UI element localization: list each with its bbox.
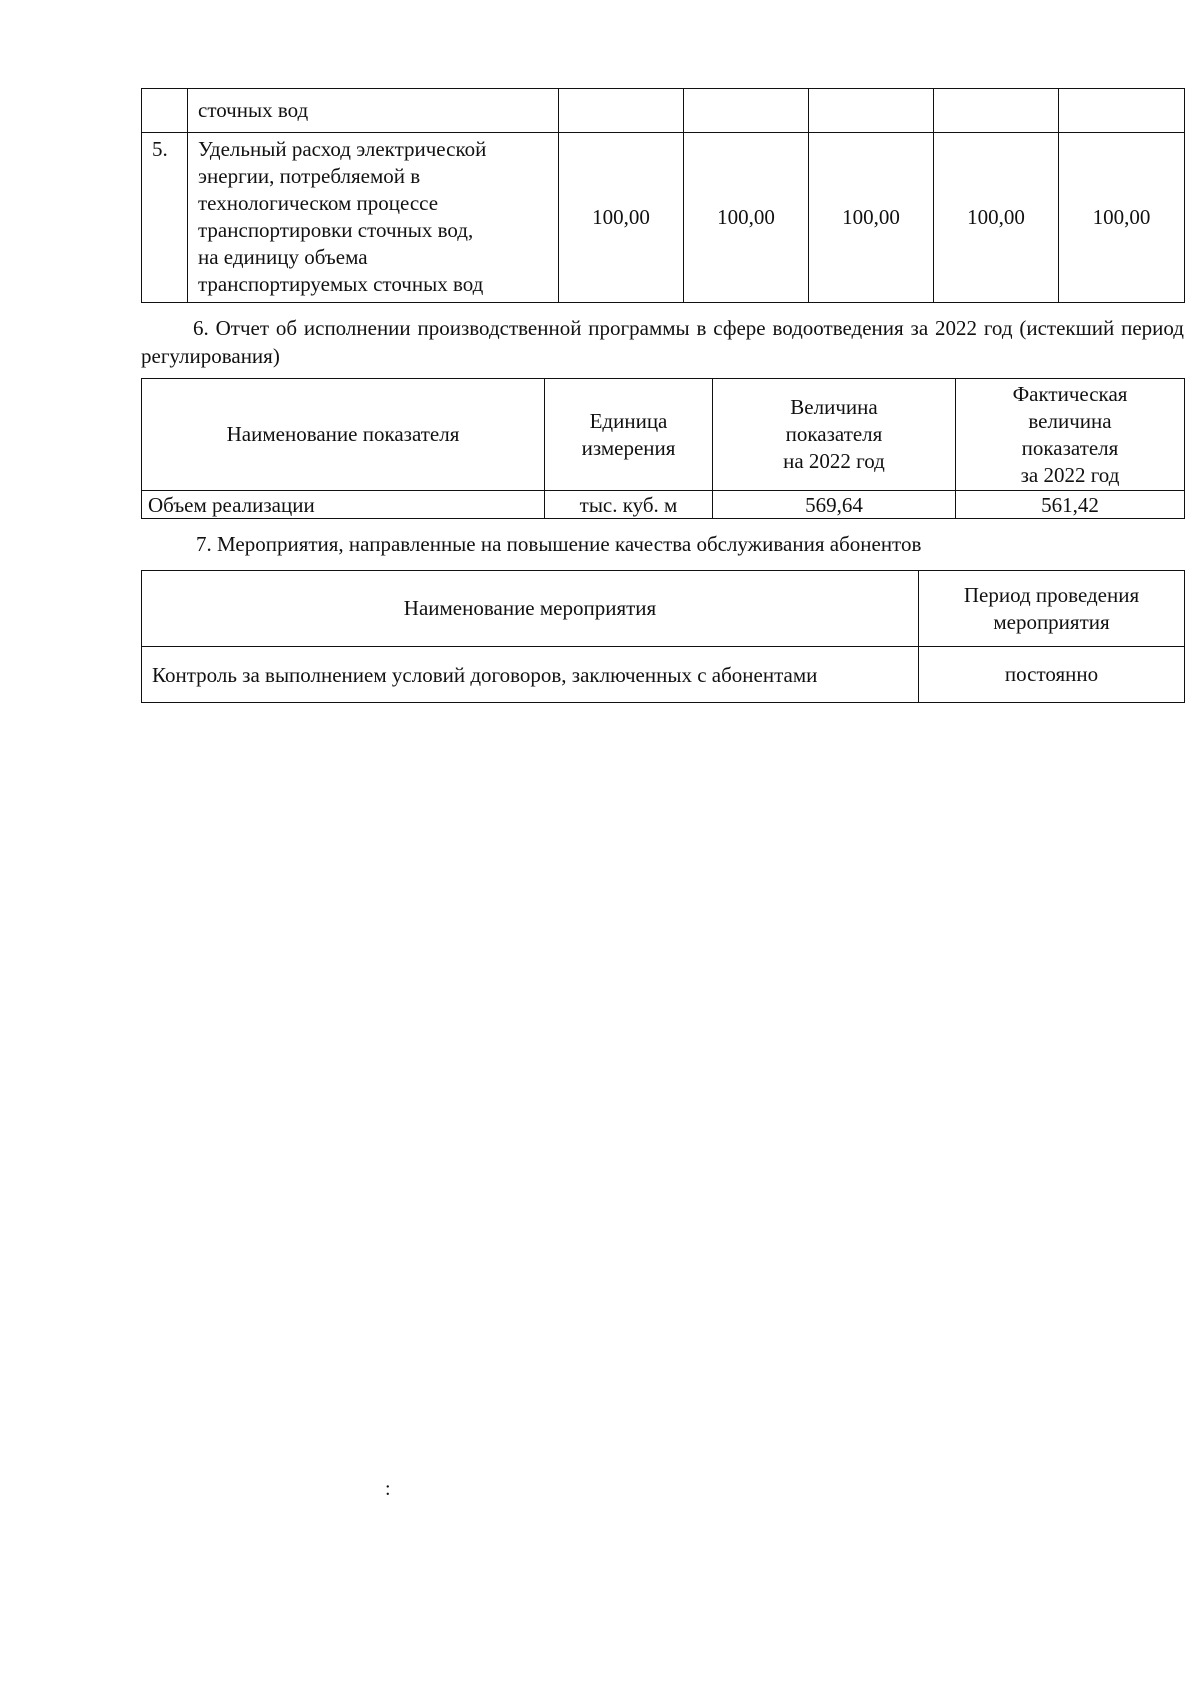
value-cell: [1059, 133, 1185, 303]
planned-value: 569,64: [805, 492, 863, 517]
period-cell: [919, 647, 1185, 703]
indicator-name-line: на единицу объема: [198, 245, 368, 269]
indicator-name-cell: [188, 133, 559, 303]
value-cell: [1059, 89, 1185, 133]
indicator-name-cell: [142, 491, 545, 519]
table-header-row: [142, 379, 1185, 491]
indicator-name-line: энергии, потребляемой в: [198, 164, 421, 188]
section-6-heading: 6. Отчет об исполнении производственной программы в сфере водоотведения за 2022 год (истекший период регулирования): [141, 316, 1184, 368]
scan-mark: :: [385, 1478, 391, 1500]
header-indicator-name: [142, 379, 545, 491]
program-report-table: [141, 378, 1185, 519]
header-text-line: показателя: [785, 422, 883, 446]
table-row: [142, 89, 1185, 133]
value: 100,00: [967, 205, 1025, 229]
value-cell: [809, 133, 934, 303]
table-row: [142, 133, 1185, 303]
section-7-heading: 7. Мероприятия, направленные на повышение качества обслуживания абонентов: [196, 532, 922, 556]
header-text-line: величина: [1028, 408, 1112, 433]
unit-cell: [545, 491, 713, 519]
header-text-line: Единица: [589, 408, 668, 433]
value-cell: [559, 133, 684, 303]
indicator-name-line: технологическом процессе: [198, 191, 439, 215]
indicator-name-line: транспортируемых сточных вод: [198, 272, 484, 296]
period: постоянно: [1004, 662, 1099, 686]
header-actual-value: [956, 379, 1185, 491]
indicator-name-cell: [188, 89, 559, 133]
header-text: Наименование показателя: [226, 422, 460, 446]
value: 100,00: [717, 205, 775, 229]
value-cell: [934, 133, 1059, 303]
indicator-name: сточных вод: [198, 98, 309, 122]
header-text-line: Период проведения: [963, 582, 1140, 607]
header-text-line: показателя: [1021, 435, 1119, 460]
value: 100,00: [592, 205, 650, 229]
indicator-name: Объем реализации: [148, 492, 315, 517]
actual-value: 561,42: [1041, 492, 1099, 517]
table-row: [142, 491, 1185, 519]
value: 100,00: [842, 205, 900, 229]
value-cell: [684, 89, 809, 133]
header-planned-value: [713, 379, 956, 491]
header-text-line: мероприятия: [993, 609, 1110, 634]
row-number-cell: [142, 133, 188, 303]
header-measure-name: [142, 571, 919, 647]
indicator-name-line: Удельный расход электрической: [198, 137, 487, 161]
header-text: Наименование мероприятия: [403, 596, 657, 620]
value-cell: [559, 89, 684, 133]
table-header-row: [142, 571, 1185, 647]
header-text-line: Фактическая: [1012, 381, 1128, 406]
indicators-table: [141, 88, 1185, 303]
value: 100,00: [1092, 205, 1151, 229]
measure-name: Контроль за выполнением условий договоров, заключенных с абонентами: [152, 662, 818, 687]
header-unit: [545, 379, 713, 491]
planned-value-cell: [713, 491, 956, 519]
header-text-line: на 2022 год: [783, 449, 885, 473]
row-number-cell: [142, 89, 188, 133]
header-period: [919, 571, 1185, 647]
measures-table: [141, 570, 1185, 703]
row-number: 5.: [152, 137, 168, 161]
measure-name-cell: [142, 647, 919, 703]
value-cell: [934, 89, 1059, 133]
value-cell: [684, 133, 809, 303]
actual-value-cell: [956, 491, 1185, 519]
value-cell: [809, 89, 934, 133]
header-text-line: за 2022 год: [1020, 462, 1120, 487]
table-row: [142, 647, 1185, 703]
header-text-line: измерения: [581, 435, 676, 460]
unit: тыс. куб. м: [579, 492, 678, 517]
header-text-line: Величина: [790, 395, 878, 419]
indicator-name-line: транспортировки сточных вод,: [198, 218, 474, 242]
